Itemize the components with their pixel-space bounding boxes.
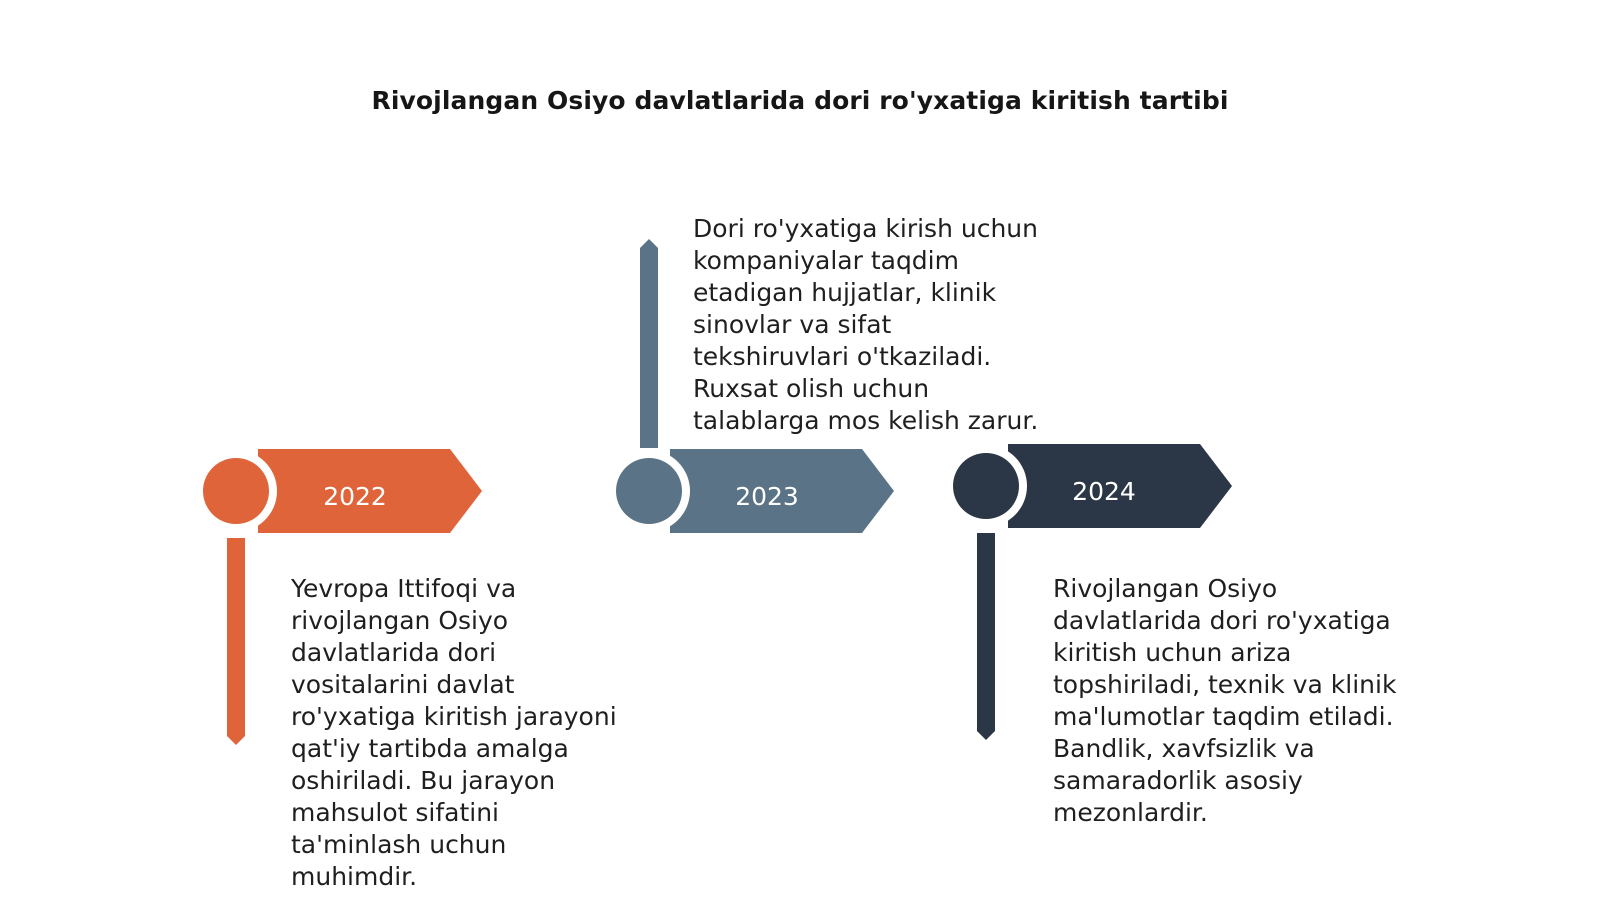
page-title: Rivojlangan Osiyo davlatlarida dori ro'yxatiga kiritish tartibi xyxy=(371,86,1229,115)
milestone-dot-2024 xyxy=(953,453,1019,519)
year-label-2022: 2022 xyxy=(323,482,387,511)
milestone-text-2022: Yevropa Ittifoqi va rivojlangan Osiyo davlatlarida dori vositalarini davlat ro'yxatiga kiritish jarayoni qat'iy tartibda amalga oshiriladi. Bu jarayon mahsulot sifatini ta'minlash uchun muhimdir. xyxy=(291,574,617,891)
milestone-dot-2022 xyxy=(203,458,269,524)
year-label-2023: 2023 xyxy=(735,482,799,511)
milestone-text-2023: Dori ro'yxatiga kirish uchun kompaniyalar taqdim etadigan hujjatlar, klinik sinovlar va sifat tekshiruvlari o'tkaziladi. Ruxsat olish uchun talablarga mos kelish zarur. xyxy=(693,214,1039,435)
stem-2022 xyxy=(227,538,245,745)
year-label-2024: 2024 xyxy=(1072,477,1136,506)
stem-2023 xyxy=(640,239,658,448)
milestone-dot-2023 xyxy=(616,458,682,524)
milestone-text-2024: Rivojlangan Osiyo davlatlarida dori ro'yxatiga kiritish uchun ariza topshiriladi, texnik va klinik ma'lumotlar taqdim etiladi. Bandlik, xavfsizlik va samaradorlik asosiy mezonlardir. xyxy=(1053,574,1397,827)
stem-2024 xyxy=(977,533,995,740)
